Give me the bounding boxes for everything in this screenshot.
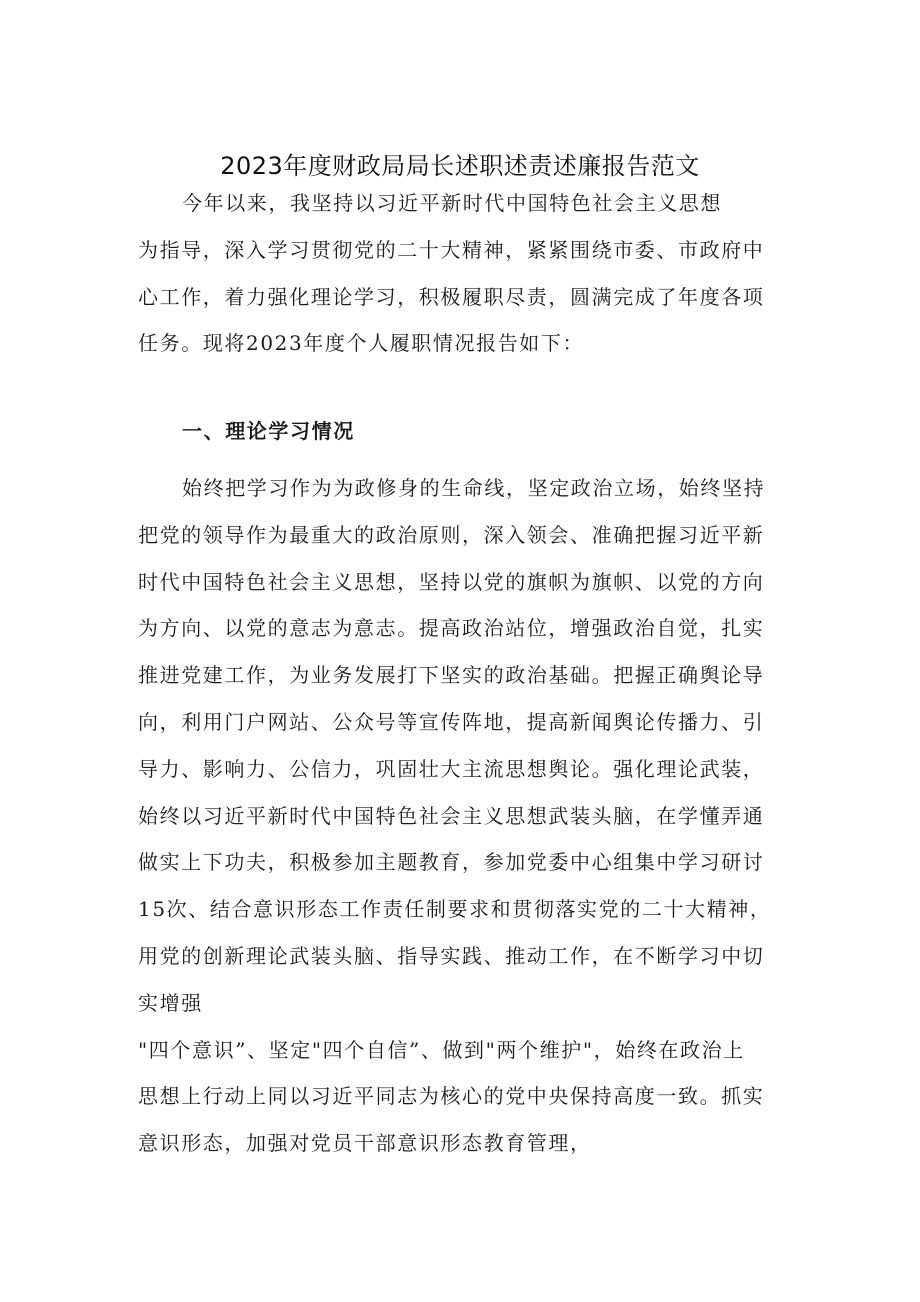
intro-paragraph <box>138 180 768 367</box>
section-line: 用党的创新理论武装头脑、指导实践、推动工作，在不断学习中切 <box>138 943 765 968</box>
section-paragraph <box>138 465 772 1167</box>
section-line: 导力、影响力、公信力，巩固壮大主流思想舆论。强化理论武装， <box>138 756 765 781</box>
section-line: "四个意识”、坚定"四个自信”、做到"两个维护"，始终在政治上 <box>138 1037 745 1062</box>
section-line: 为方向、以党的意志为意志。提高政治站位，增强政治自觉，扎实 <box>138 616 765 641</box>
section-line: 把党的领导作为最重大的政治原则，深入领会、准确把握习近平新 <box>138 522 765 547</box>
section-heading: 一、理论学习情况 <box>182 419 355 443</box>
section-line: 始终把学习作为为政修身的生命线，坚定政治立场，始终坚持 <box>182 476 766 500</box>
section-line: 15次、结合意识形态工作责任制要求和贯彻落实党的二十大精神， <box>138 897 772 922</box>
section-line: 推进党建工作，为业务发展打下坚实的政治基础。把握正确舆论导 <box>138 663 765 688</box>
section-line: 实增强 <box>138 990 203 1015</box>
intro-line: 任务。现将2023年度个人履职情况报告如下： <box>138 331 585 356</box>
section-line: 思想上行动上同以习近平同志为核心的党中央保持高度一致。抓实 <box>138 1084 765 1109</box>
intro-line: 心工作，着力强化理论学习，积极履职尽责，圆满完成了年度各项 <box>138 284 765 309</box>
section-line: 向，利用门户网站、公众号等宣传阵地，提高新闻舆论传播力、引 <box>138 709 765 734</box>
section-line: 始终以习近平新时代中国特色社会主义思想武装头脑，在学懂弄通 <box>138 803 765 828</box>
section-line: 意识形态，加强对党员干部意识形态教育管理， <box>138 1131 592 1156</box>
document-title: 2023年度财政局局长述职述责述廉报告范文 <box>220 152 700 180</box>
intro-line: 为指导，深入学习贯彻党的二十大精神，紧紧围绕市委、市政府中 <box>138 237 765 262</box>
intro-line: 今年以来，我坚持以习近平新时代中国特色社会主义思想 <box>182 191 722 215</box>
section-line: 时代中国特色社会主义思想，坚持以党的旗帜为旗帜、以党的方向 <box>138 569 765 594</box>
section-line: 做实上下功夫，积极参加主题教育，参加党委中心组集中学习研讨 <box>138 850 765 875</box>
